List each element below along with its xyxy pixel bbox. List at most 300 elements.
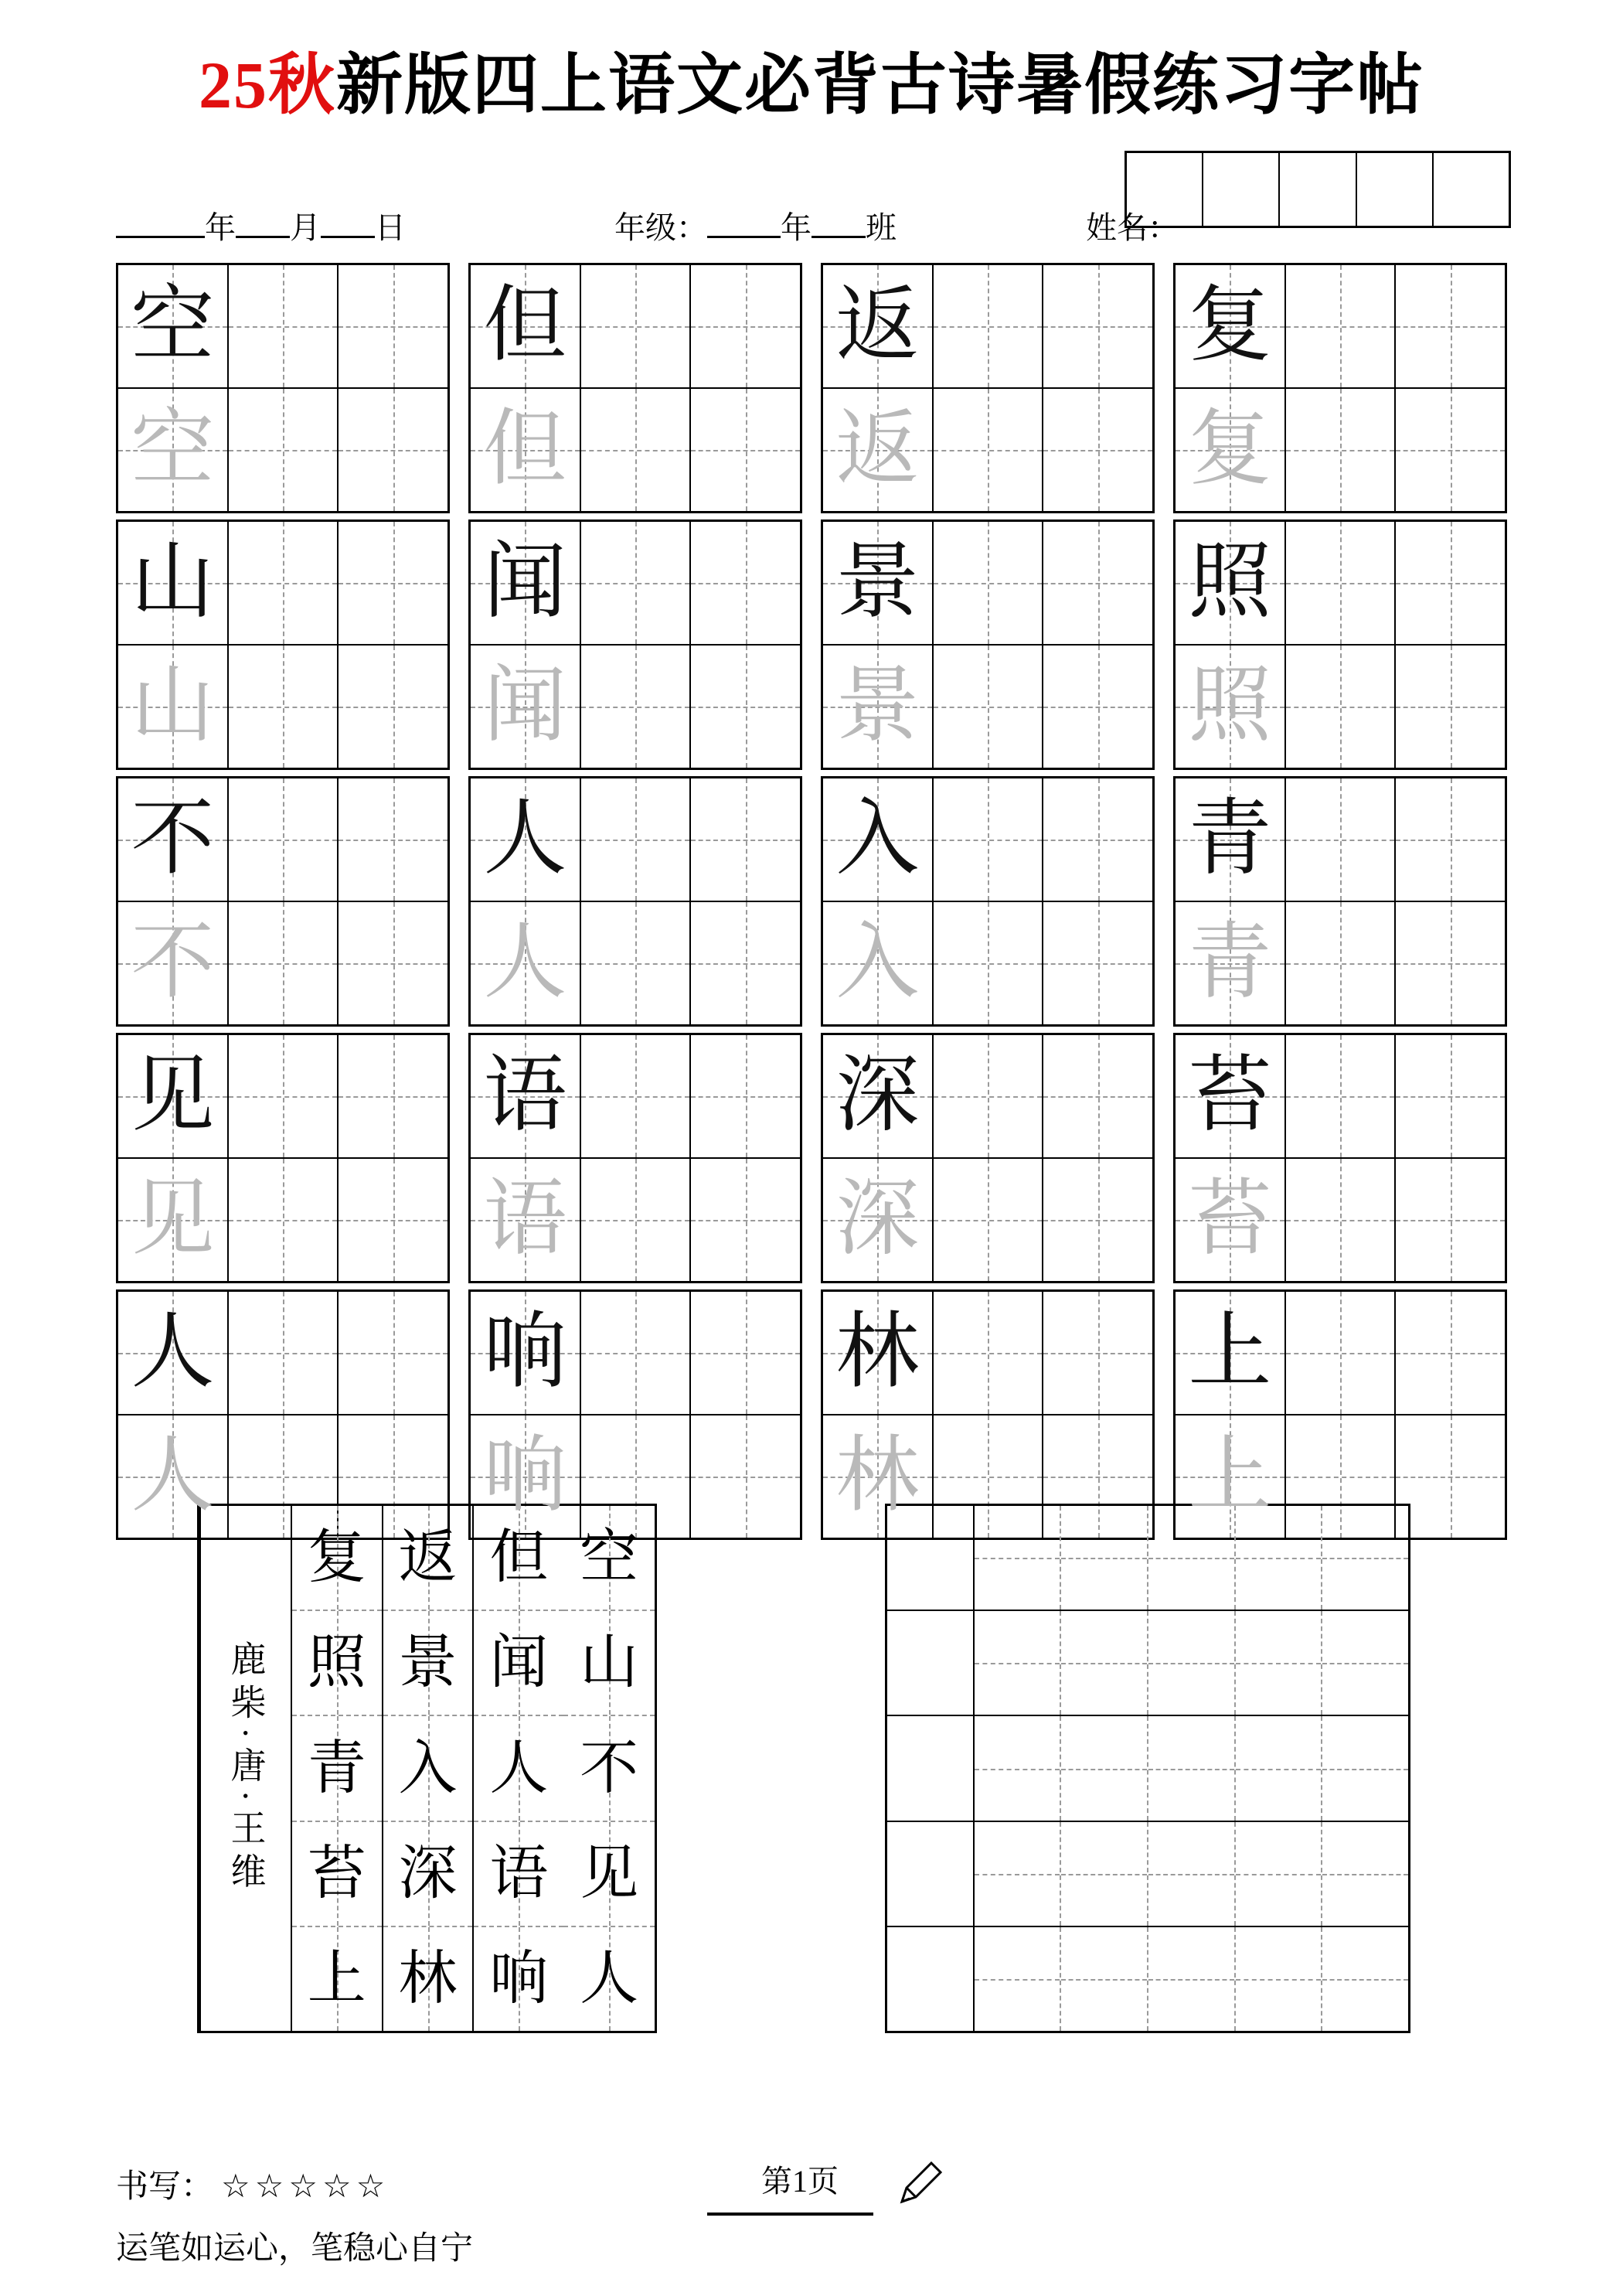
- practice-cell[interactable]: [934, 265, 1044, 387]
- poem-char: 响: [489, 1946, 549, 2012]
- practice-line-dark: [823, 522, 1152, 644]
- practice-line-light: [823, 1157, 1152, 1281]
- practice-char: 但: [483, 280, 567, 372]
- practice-row: [116, 1289, 1507, 1540]
- practice-char-trace: 上: [1188, 1430, 1272, 1522]
- blank-grid-cell[interactable]: [1148, 1611, 1236, 1715]
- practice-char: 语: [483, 1050, 567, 1142]
- practice-block[interactable]: [116, 263, 450, 513]
- practice-cell[interactable]: [339, 1159, 447, 1281]
- practice-line-light: [471, 387, 800, 511]
- title-rest: 新版四上语文必背古诗暑假练习字帖: [336, 48, 1424, 122]
- practice-block[interactable]: [468, 519, 802, 770]
- blank-grid-cell[interactable]: [1148, 1716, 1236, 1820]
- practice-cell[interactable]: [471, 1292, 581, 1414]
- poem-char: 照: [307, 1630, 366, 1696]
- practice-line-dark: [1176, 265, 1505, 387]
- practice-line-light: [1176, 901, 1505, 1024]
- practice-char: 见: [131, 1050, 215, 1142]
- practice-cell[interactable]: [934, 389, 1044, 511]
- practice-cell[interactable]: [229, 265, 339, 387]
- poem-cell: [383, 1611, 473, 1716]
- practice-cell[interactable]: [229, 902, 339, 1024]
- practice-cell[interactable]: [823, 1159, 934, 1281]
- practice-cell[interactable]: [581, 522, 692, 644]
- practice-line-dark: [1176, 522, 1505, 644]
- poem-char: 人: [489, 1736, 549, 1801]
- practice-block[interactable]: [116, 519, 450, 770]
- blank-grid-cell[interactable]: [1061, 1611, 1148, 1715]
- practice-char: 人: [131, 1306, 215, 1398]
- poem-cell: [474, 1611, 563, 1716]
- practice-cell[interactable]: [581, 902, 692, 1024]
- blank-writing-grid[interactable]: [885, 1504, 1410, 2033]
- name-box-cell[interactable]: [1127, 153, 1203, 226]
- practice-cell[interactable]: [934, 1035, 1044, 1157]
- practice-cell[interactable]: [1043, 1292, 1152, 1414]
- practice-cell[interactable]: [823, 522, 934, 644]
- poem-cell: [474, 1506, 563, 1611]
- practice-line-light: [823, 901, 1152, 1024]
- grade-year-label: 年: [781, 210, 812, 245]
- practice-char-trace: 复: [1188, 404, 1272, 496]
- practice-line-light: [118, 387, 447, 511]
- practice-char-trace: 入: [835, 917, 920, 1009]
- practice-cell[interactable]: [1043, 646, 1152, 768]
- practice-line-dark: [471, 265, 800, 387]
- poem-char: 景: [398, 1630, 458, 1696]
- blank-grid-cell[interactable]: [1061, 1716, 1148, 1820]
- practice-cell[interactable]: [229, 389, 339, 511]
- blank-grid-cell[interactable]: [1322, 1822, 1408, 1926]
- practice-row: [116, 1033, 1507, 1283]
- practice-cell[interactable]: [691, 1415, 800, 1538]
- practice-cell[interactable]: [691, 646, 800, 768]
- date-fields: [116, 203, 406, 247]
- practice-cell[interactable]: [471, 1159, 581, 1281]
- practice-line-dark: [118, 522, 447, 644]
- blank-grid-cell[interactable]: [975, 1716, 1062, 1820]
- practice-line-light: [118, 901, 447, 1024]
- name-box-cell[interactable]: [1434, 153, 1509, 226]
- practice-char-trace: 苔: [1188, 1174, 1272, 1266]
- practice-char: 响: [483, 1306, 567, 1398]
- practice-cell[interactable]: [118, 1159, 229, 1281]
- practice-char-trace: 景: [835, 660, 920, 752]
- practice-cell[interactable]: [1396, 1415, 1505, 1538]
- practice-cell[interactable]: [1176, 389, 1286, 511]
- practice-cell[interactable]: [581, 646, 692, 768]
- practice-cell[interactable]: [339, 1292, 447, 1414]
- blank-grid-cell[interactable]: [975, 1611, 1062, 1715]
- practice-block[interactable]: [116, 1289, 450, 1540]
- poem-cell: [292, 1716, 382, 1821]
- practice-row: [116, 263, 1507, 513]
- practice-cell[interactable]: [1396, 1035, 1505, 1157]
- poem-char: 青: [307, 1736, 366, 1801]
- poem-cell: [292, 1506, 382, 1611]
- poem-cell: [563, 1822, 655, 1927]
- practice-cell[interactable]: [339, 265, 447, 387]
- practice-line-light: [1176, 387, 1505, 511]
- poem-char: 空: [580, 1525, 639, 1591]
- poem-char: 深: [398, 1841, 458, 1906]
- class-label: 班: [866, 210, 897, 245]
- practice-block[interactable]: [468, 1033, 802, 1283]
- practice-block[interactable]: [1173, 776, 1507, 1027]
- practice-row: [116, 776, 1507, 1027]
- practice-cell[interactable]: [471, 265, 581, 387]
- practice-cell[interactable]: [1396, 646, 1505, 768]
- practice-cell[interactable]: [118, 1292, 229, 1414]
- practice-cell[interactable]: [934, 1159, 1044, 1281]
- practice-block[interactable]: [468, 776, 802, 1027]
- practice-cell[interactable]: [823, 778, 934, 901]
- blank-grid-cell[interactable]: [1236, 1716, 1323, 1820]
- practice-cell[interactable]: [581, 265, 692, 387]
- practice-cell[interactable]: [339, 646, 447, 768]
- blank-grid-cell[interactable]: [887, 1822, 975, 1926]
- practice-char: 入: [835, 793, 920, 885]
- blank-grid-cell[interactable]: [1322, 1716, 1408, 1820]
- practice-cell[interactable]: [1396, 522, 1505, 644]
- practice-cell[interactable]: [581, 1159, 692, 1281]
- practice-block[interactable]: [821, 776, 1155, 1027]
- practice-cell[interactable]: [934, 522, 1044, 644]
- blank-grid-cell[interactable]: [887, 1716, 975, 1820]
- practice-cell[interactable]: [823, 1035, 934, 1157]
- practice-line-dark: [118, 1292, 447, 1414]
- poem-cell: [474, 1822, 563, 1927]
- practice-cell[interactable]: [118, 646, 229, 768]
- practice-cell[interactable]: [1043, 902, 1152, 1024]
- practice-cell[interactable]: [1043, 778, 1152, 901]
- practice-cell[interactable]: [229, 778, 339, 901]
- blank-grid-cell[interactable]: [975, 1506, 1062, 1610]
- rating-label: 书写：: [116, 2169, 214, 2205]
- blank-grid-cell[interactable]: [1236, 1927, 1323, 2031]
- practice-char: 苔: [1188, 1050, 1272, 1142]
- poem-cell: [563, 1716, 655, 1821]
- poem-column: [472, 1506, 563, 2031]
- grade-label: 年级：: [614, 210, 707, 245]
- practice-char-trace: 青: [1188, 917, 1272, 1009]
- practice-cell[interactable]: [1286, 902, 1397, 1024]
- practice-line-dark: [823, 1292, 1152, 1414]
- practice-cell[interactable]: [229, 522, 339, 644]
- practice-cell[interactable]: [691, 265, 800, 387]
- practice-cell[interactable]: [1286, 778, 1397, 901]
- practice-block[interactable]: [1173, 1289, 1507, 1540]
- practice-cell[interactable]: [118, 1415, 229, 1538]
- practice-block[interactable]: [468, 1289, 802, 1540]
- poem-cell: [292, 1611, 382, 1716]
- practice-cell[interactable]: [691, 389, 800, 511]
- blank-grid-cell[interactable]: [1322, 1506, 1408, 1610]
- practice-char: 青: [1188, 793, 1272, 885]
- name-box-cell[interactable]: [1203, 153, 1280, 226]
- practice-line-dark: [1176, 1035, 1505, 1157]
- practice-cell[interactable]: [1176, 778, 1286, 901]
- practice-cell[interactable]: [823, 265, 934, 387]
- practice-cell[interactable]: [1286, 265, 1397, 387]
- practice-row: [116, 519, 1507, 770]
- practice-cell[interactable]: [1043, 265, 1152, 387]
- practice-char-trace: 不: [131, 917, 215, 1009]
- practice-cell[interactable]: [1286, 1292, 1397, 1414]
- practice-line-dark: [1176, 1292, 1505, 1414]
- blank-grid-cell[interactable]: [1236, 1611, 1323, 1715]
- poem-char: 苔: [307, 1841, 366, 1906]
- practice-cell[interactable]: [1396, 778, 1505, 901]
- practice-cell[interactable]: [339, 522, 447, 644]
- practice-char-trace: 响: [483, 1430, 567, 1522]
- poem-char: 上: [307, 1946, 366, 2012]
- month-label: 月: [290, 210, 321, 245]
- practice-cell[interactable]: [229, 646, 339, 768]
- practice-cell[interactable]: [1043, 1159, 1152, 1281]
- poem-title: 鹿柴·唐·王维: [226, 1640, 266, 1896]
- practice-cell[interactable]: [118, 522, 229, 644]
- practice-cell[interactable]: [118, 902, 229, 1024]
- practice-block[interactable]: [821, 1289, 1155, 1540]
- practice-block[interactable]: [116, 1033, 450, 1283]
- blank-grid-cell[interactable]: [1322, 1611, 1408, 1715]
- practice-char-trace: 人: [483, 917, 567, 1009]
- practice-cell[interactable]: [1396, 1159, 1505, 1281]
- practice-cell[interactable]: [471, 389, 581, 511]
- practice-line-light: [1176, 1157, 1505, 1281]
- blank-grid-cell[interactable]: [887, 1611, 975, 1715]
- practice-cell[interactable]: [1286, 522, 1397, 644]
- day-label: 日: [375, 210, 406, 245]
- practice-cell[interactable]: [1043, 522, 1152, 644]
- practice-char: 闻: [483, 537, 567, 629]
- practice-cell[interactable]: [691, 778, 800, 901]
- practice-line-dark: [118, 265, 447, 387]
- grade-fields: [614, 203, 897, 247]
- page-number: 第1页: [761, 2164, 839, 2199]
- practice-line-light: [471, 901, 800, 1024]
- practice-cell[interactable]: [471, 778, 581, 901]
- practice-cell[interactable]: [823, 646, 934, 768]
- poem-cell: [383, 1716, 473, 1821]
- practice-char: 深: [835, 1050, 920, 1142]
- practice-cell[interactable]: [339, 1035, 447, 1157]
- practice-char: 景: [835, 537, 920, 629]
- name-label: 姓名：: [1086, 210, 1179, 245]
- poem-title-column: [199, 1506, 291, 2031]
- practice-cell[interactable]: [581, 778, 692, 901]
- poem-column: [382, 1506, 473, 2031]
- poem-cell: [563, 1927, 655, 2031]
- footer-rule: [707, 2213, 873, 2216]
- practice-cell[interactable]: [1176, 265, 1286, 387]
- blank-grid-row: [887, 1611, 1408, 1716]
- practice-cell[interactable]: [691, 902, 800, 1024]
- practice-cell[interactable]: [823, 1415, 934, 1538]
- practice-cell[interactable]: [691, 522, 800, 644]
- practice-char: 返: [835, 280, 920, 372]
- practice-block[interactable]: [821, 1033, 1155, 1283]
- poem-char: 语: [489, 1841, 549, 1906]
- practice-char: 山: [131, 537, 215, 629]
- name-box-cell[interactable]: [1280, 153, 1356, 226]
- practice-block[interactable]: [821, 519, 1155, 770]
- poem-char: 人: [580, 1946, 639, 2012]
- blank-grid-cell[interactable]: [1322, 1927, 1408, 2031]
- blank-grid-cell[interactable]: [975, 1927, 1062, 2031]
- practice-char: 复: [1188, 280, 1272, 372]
- poem-char: 不: [580, 1736, 639, 1801]
- practice-cell[interactable]: [581, 389, 692, 511]
- practice-char-trace: 但: [483, 404, 567, 496]
- practice-line-light: [823, 387, 1152, 511]
- poem-cell: [474, 1927, 563, 2031]
- practice-cell[interactable]: [1396, 389, 1505, 511]
- practice-line-dark: [823, 778, 1152, 901]
- poem-cell: [563, 1506, 655, 1611]
- blank-grid-cell[interactable]: [1061, 1506, 1148, 1610]
- poem-reference-box: [197, 1504, 657, 2033]
- practice-char-trace: 语: [483, 1174, 567, 1266]
- poem-char: 山: [580, 1630, 639, 1696]
- practice-char-trace: 山: [131, 660, 215, 752]
- practice-char-trace: 返: [835, 404, 920, 496]
- practice-cell[interactable]: [1286, 646, 1397, 768]
- practice-cell[interactable]: [934, 778, 1044, 901]
- practice-cell[interactable]: [118, 1035, 229, 1157]
- practice-line-dark: [471, 522, 800, 644]
- name-box-cell[interactable]: [1357, 153, 1434, 226]
- blank-grid-cell[interactable]: [1148, 1927, 1236, 2031]
- practice-block[interactable]: [821, 263, 1155, 513]
- page-title: [0, 31, 1623, 127]
- practice-cell[interactable]: [1176, 1159, 1286, 1281]
- blank-grid-row: [887, 1822, 1408, 1927]
- poem-char: 复: [307, 1525, 366, 1591]
- practice-cell[interactable]: [118, 389, 229, 511]
- practice-cell[interactable]: [229, 1292, 339, 1414]
- practice-line-dark: [1176, 778, 1505, 901]
- blank-grid-cell[interactable]: [975, 1822, 1062, 1926]
- practice-line-light: [471, 644, 800, 768]
- year-label: 年: [205, 210, 236, 245]
- poem-cell: [383, 1822, 473, 1927]
- practice-cell[interactable]: [1286, 389, 1397, 511]
- practice-cell[interactable]: [1176, 1292, 1286, 1414]
- practice-block[interactable]: [1173, 1033, 1507, 1283]
- practice-block[interactable]: [116, 776, 450, 1027]
- practice-cell[interactable]: [581, 1292, 692, 1414]
- practice-cell[interactable]: [1043, 1035, 1152, 1157]
- blank-grid-cell[interactable]: [1061, 1822, 1148, 1926]
- practice-cell[interactable]: [823, 389, 934, 511]
- practice-cell[interactable]: [934, 646, 1044, 768]
- practice-cell[interactable]: [581, 1035, 692, 1157]
- poem-cell: [563, 1611, 655, 1716]
- practice-cell[interactable]: [471, 522, 581, 644]
- practice-line-light: [118, 1157, 447, 1281]
- practice-cell[interactable]: [1043, 389, 1152, 511]
- practice-cell[interactable]: [1176, 902, 1286, 1024]
- practice-cell[interactable]: [1286, 1035, 1397, 1157]
- practice-char-trace: 人: [131, 1430, 215, 1522]
- blank-grid-row: [887, 1927, 1408, 2031]
- rating-stars[interactable]: ☆☆☆☆☆: [221, 2169, 390, 2205]
- poem-cell: [292, 1927, 382, 2031]
- practice-char: 林: [835, 1306, 920, 1398]
- practice-block[interactable]: [1173, 263, 1507, 513]
- practice-line-dark: [823, 1035, 1152, 1157]
- practice-cell[interactable]: [229, 1035, 339, 1157]
- practice-cell[interactable]: [823, 1292, 934, 1414]
- practice-line-dark: [823, 265, 1152, 387]
- practice-cell[interactable]: [471, 902, 581, 1024]
- poem-char: 林: [398, 1946, 458, 2012]
- practice-cell[interactable]: [691, 1159, 800, 1281]
- blank-grid-cell[interactable]: [1148, 1822, 1236, 1926]
- practice-char-trace: 闻: [483, 660, 567, 752]
- practice-cell[interactable]: [1176, 522, 1286, 644]
- practice-cell[interactable]: [934, 1292, 1044, 1414]
- practice-cell[interactable]: [1396, 265, 1505, 387]
- practice-cell[interactable]: [691, 1292, 800, 1414]
- practice-block[interactable]: [1173, 519, 1507, 770]
- practice-cell[interactable]: [934, 902, 1044, 1024]
- practice-line-dark: [118, 778, 447, 901]
- poem-cell: [292, 1822, 382, 1927]
- practice-cell[interactable]: [471, 1035, 581, 1157]
- practice-line-dark: [471, 1035, 800, 1157]
- practice-line-dark: [471, 1292, 800, 1414]
- poem-column: [563, 1506, 655, 2031]
- practice-cell[interactable]: [339, 389, 447, 511]
- practice-cell[interactable]: [339, 902, 447, 1024]
- practice-cell[interactable]: [229, 1159, 339, 1281]
- practice-block[interactable]: [468, 263, 802, 513]
- practice-cell[interactable]: [1176, 646, 1286, 768]
- practice-line-dark: [471, 778, 800, 901]
- practice-char-trace: 林: [835, 1430, 920, 1522]
- practice-char-trace: 深: [835, 1174, 920, 1266]
- practice-line-dark: [118, 1035, 447, 1157]
- poem-char: 返: [398, 1525, 458, 1591]
- blank-grid-cell[interactable]: [1061, 1927, 1148, 2031]
- blank-grid-cell[interactable]: [887, 1927, 975, 2031]
- practice-cell[interactable]: [1176, 1415, 1286, 1538]
- pencil-icon: [893, 2157, 947, 2211]
- poem-char: 入: [398, 1736, 458, 1801]
- practice-cell[interactable]: [339, 778, 447, 901]
- practice-cell[interactable]: [471, 646, 581, 768]
- handwriting-rating: [116, 2161, 390, 2207]
- practice-line-light: [471, 1157, 800, 1281]
- poem-char: 闻: [489, 1630, 549, 1696]
- practice-cell[interactable]: [1176, 1035, 1286, 1157]
- practice-cell[interactable]: [1396, 1292, 1505, 1414]
- practice-cell[interactable]: [118, 265, 229, 387]
- practice-cell[interactable]: [1286, 1159, 1397, 1281]
- practice-char: 上: [1188, 1306, 1272, 1398]
- blank-grid-cell[interactable]: [1236, 1822, 1323, 1926]
- practice-cell[interactable]: [691, 1035, 800, 1157]
- practice-cell[interactable]: [118, 778, 229, 901]
- practice-cell[interactable]: [1396, 902, 1505, 1024]
- name-input-boxes[interactable]: [1125, 151, 1511, 228]
- blank-grid-row: [887, 1716, 1408, 1821]
- practice-cell[interactable]: [823, 902, 934, 1024]
